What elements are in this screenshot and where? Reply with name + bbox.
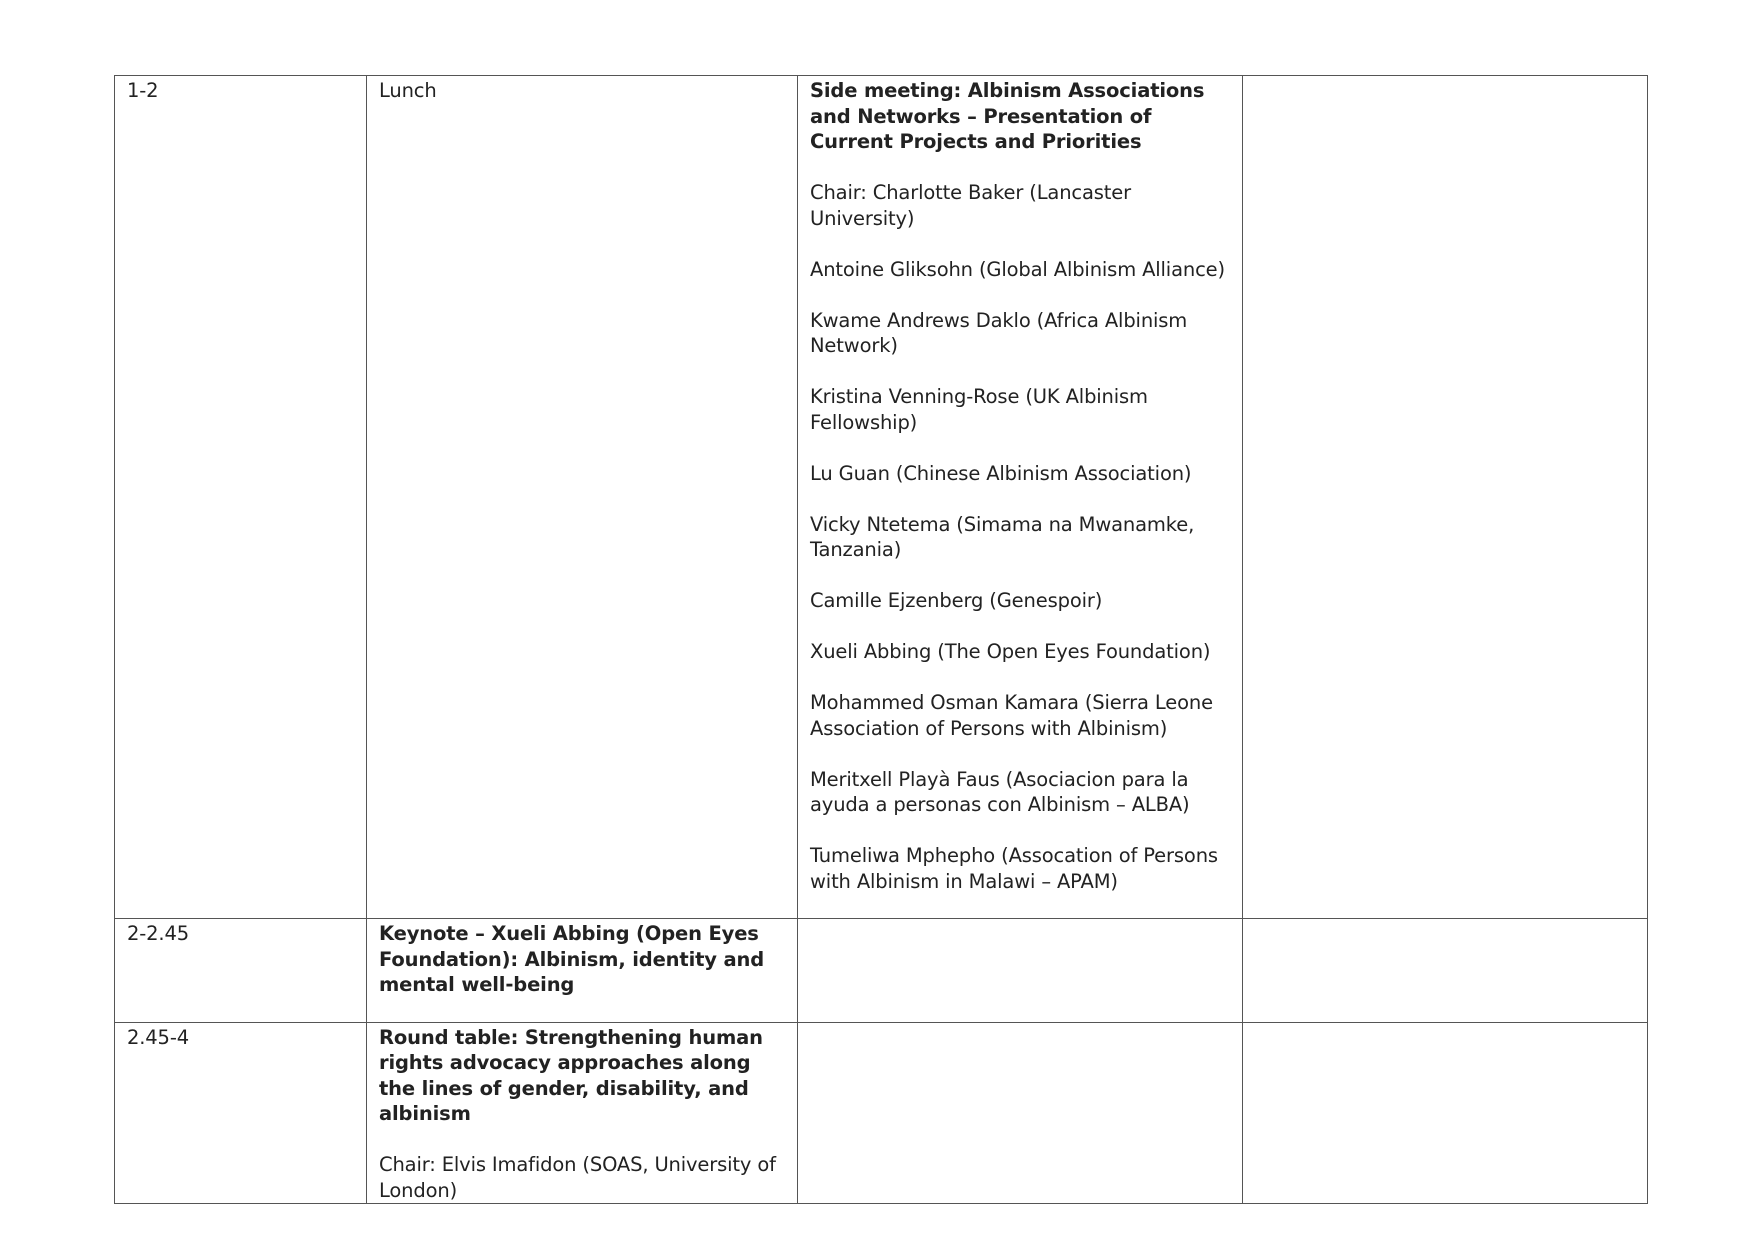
side-meeting-cell: [798, 76, 1243, 919]
table-row: [115, 1022, 1648, 1204]
participant: Meritxell Playà Faus (Asociacion para la ayuda a personas con Albinism – ALBA): [810, 767, 1190, 816]
participant: Camille Ejzenberg (Genespoir): [810, 589, 1103, 612]
session-cell: [367, 1022, 798, 1204]
session-cell: [367, 919, 798, 1023]
round-table-chair: Chair: Elvis Imafidon (SOAS, University of London): [379, 1153, 776, 1202]
participant: Kristina Venning-Rose (UK Albinism Fellowship): [810, 385, 1148, 434]
time-cell: [115, 919, 367, 1023]
session-label: Lunch: [379, 79, 437, 102]
participant: Kwame Andrews Daklo (Africa Albinism Network): [810, 308, 1188, 357]
empty-cell: [1243, 76, 1648, 919]
table-row: [115, 76, 1648, 919]
round-table-title: Round table: Strengthening human rights advocacy approaches along the lines of gender, disability, and albinism: [379, 1025, 763, 1125]
participant: Xueli Abbing (The Open Eyes Foundation): [810, 640, 1211, 663]
participant: Mohammed Osman Kamara (Sierra Leone Association of Persons with Albinism): [810, 691, 1213, 740]
time-cell: [115, 1022, 367, 1204]
empty-cell: [798, 1022, 1243, 1204]
time-label: 2-2.45: [127, 922, 189, 945]
participant: Lu Guan (Chinese Albinism Association): [810, 461, 1192, 485]
participant: Vicky Ntetema (Simama na Mwanamke, Tanzania): [810, 512, 1195, 561]
table-row: [115, 919, 1648, 1023]
empty-cell: [1243, 919, 1648, 1023]
time-label: 1-2: [127, 79, 159, 102]
schedule-table: [114, 75, 1648, 1204]
keynote-title: Keynote – Xueli Abbing (Open Eyes Foundation): Albinism, identity and mental well-being: [379, 922, 765, 996]
side-meeting-chair: Chair: Charlotte Baker (Lancaster University): [810, 181, 1132, 230]
empty-cell: [1243, 1022, 1648, 1204]
side-meeting-title: Side meeting: Albinism Associations and Networks – Presentation of Current Projects and Priorities: [810, 79, 1205, 153]
time-cell: [115, 76, 367, 919]
session-cell: [367, 76, 798, 919]
empty-cell: [798, 919, 1243, 1023]
time-label: 2.45-4: [127, 1025, 189, 1049]
participant: Tumeliwa Mphepho (Assocation of Persons with Albinism in Malawi – APAM): [810, 844, 1218, 893]
participant: Antoine Gliksohn (Global Albinism Alliance): [810, 257, 1225, 281]
